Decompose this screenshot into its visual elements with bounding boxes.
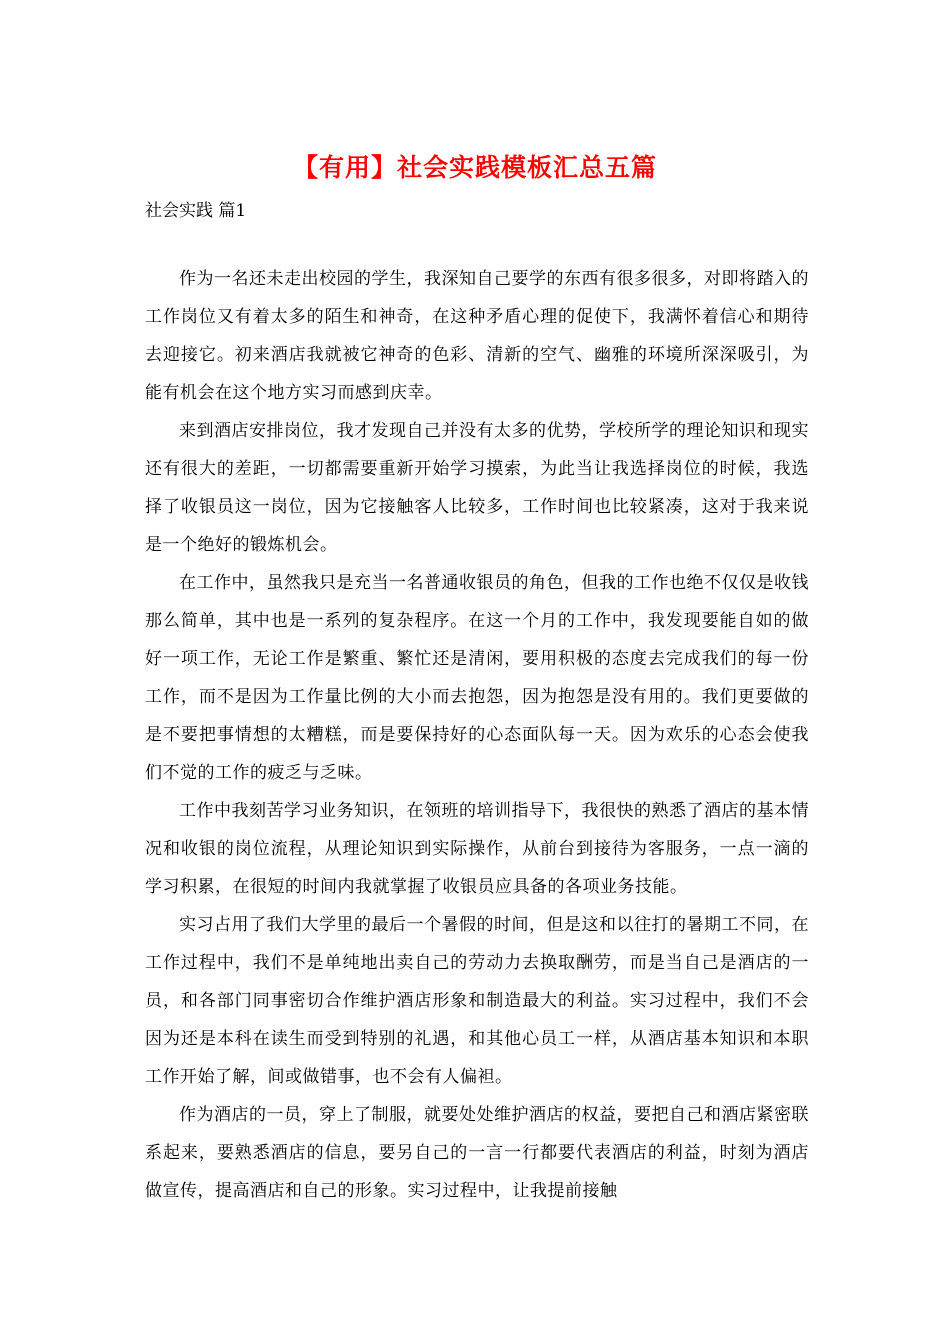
section-heading: 社会实践 篇1 (145, 201, 247, 221)
body-text (145, 260, 809, 1210)
paragraph: 作为酒店的一员，穿上了制服，就要处处维护酒店的权益，要把自己和酒店紧密联系起来，要熟悉酒店的信息，要另自己的一言一行都要代表酒店的利益，时刻为酒店做宣传，提高酒店和自己的形象。实习过程中，让我提前接触 (145, 1105, 809, 1201)
paragraph: 实习占用了我们大学里的最后一个暑假的时间，但是这和以往打的暑期工不同，在工作过程中，我们不是单纯地出卖自己的劳动力去换取酬劳，而是当自己是酒店的一员，和各部门同事密切合作维护酒店形象和制造最大的利益。实习过程中，我们不会因为还是本科在读生而受到特别的礼遇，和其他心员工一样，从酒店基本知识和本职工作开始了解，间或做错事，也不会有人偏袒。 (145, 915, 809, 1087)
paragraph: 作为一名还未走出校园的学生，我深知自己要学的东西有很多很多，对即将踏入的工作岗位又有着太多的陌生和神奇，在这种矛盾心理的促使下，我满怀着信心和期待去迎接它。初来酒店我就被它神奇的色彩、清新的空气、幽雅的环境所深深吸引，为能有机会在这个地方实习而感到庆幸。 (145, 269, 809, 403)
paragraph: 工作中我刻苦学习业务知识，在领班的培训指导下，我很快的熟悉了酒店的基本情况和收银的岗位流程，从理论知识到实际操作，从前台到接待为客服务，一点一滴的学习积累，在很短的时间内我就掌握了收银员应具备的各项业务技能。 (145, 801, 809, 897)
document-title: 【有用】社会实践模板汇总五篇 (292, 153, 657, 182)
paragraph: 来到酒店安排岗位，我才发现自己并没有太多的优势，学校所学的理论知识和现实还有很大的差距，一切都需要重新开始学习摸索，为此当让我选择岗位的时候，我选择了收银员这一岗位，因为它接触客人比较多，工作时间也比较紧凑，这对于我来说是一个绝好的锻炼机会。 (145, 421, 809, 555)
paragraph: 在工作中，虽然我只是充当一名普通收银员的角色，但我的工作也绝不仅仅是收钱那么简单，其中也是一系列的复杂程序。在这一个月的工作中，我发现要能自如的做好一项工作，无论工作是繁重、繁忙还是清闲，要用积极的态度去完成我们的每一份工作，而不是因为工作量比例的大小而去抱怨，因为抱怨是没有用的。我们更要做的是不要把事情想的太糟糕，而是要保持好的心态面队每一天。因为欢乐的心态会使我们不觉的工作的疲乏与乏味。 (145, 573, 809, 783)
